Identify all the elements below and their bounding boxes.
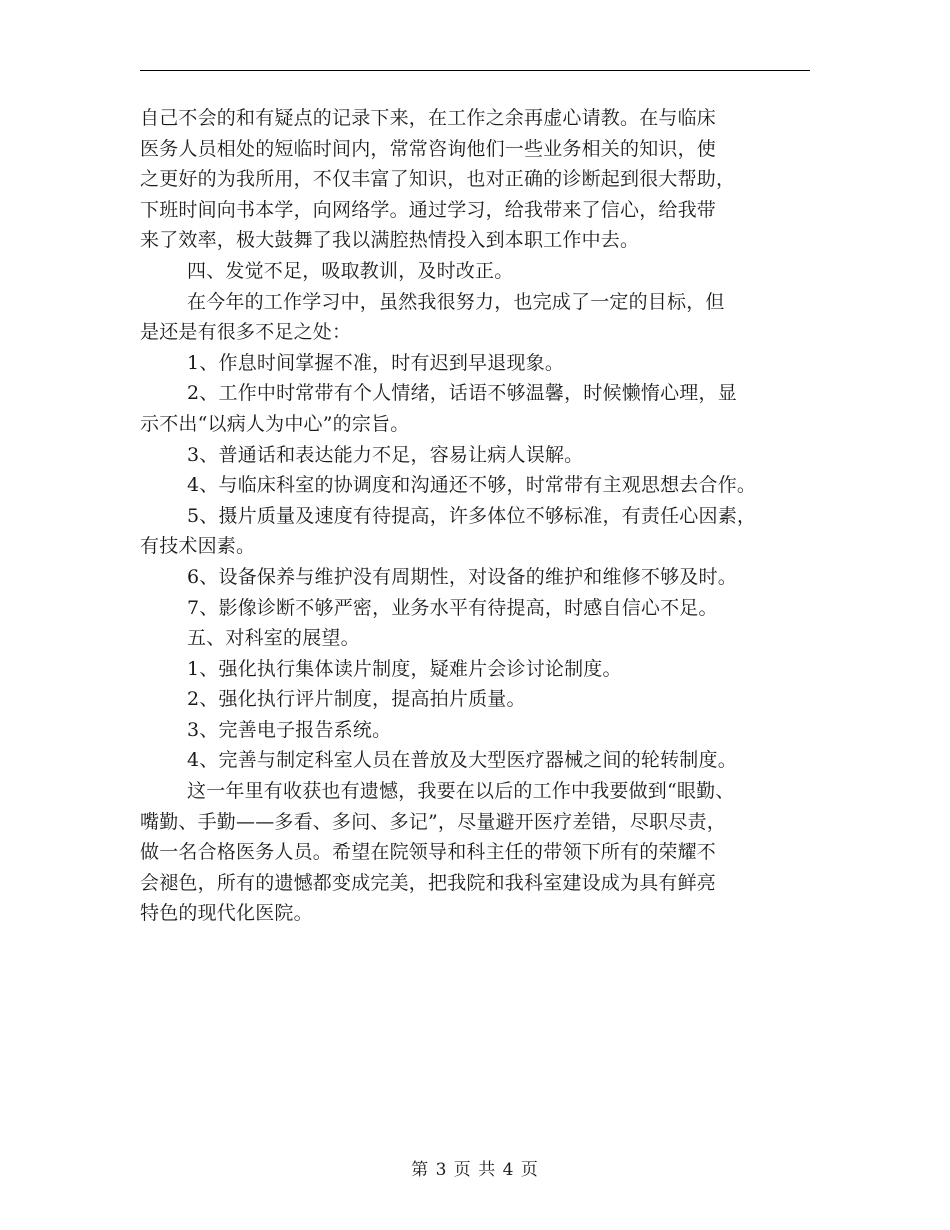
paragraph-line: 会褪色，所有的遗憾都变成完美，把我院和我科室建设成为具有鲜亮 [140, 871, 717, 894]
list-item: 1、作息时间掌握不准，时有迟到早退现象。 [187, 351, 565, 374]
list-item: 4、完善与制定科室人员在普放及大型医疗器械之间的轮转制度。 [187, 749, 737, 772]
paragraph-line: 嘴勤、手勤——多看、多问、多记”，尽量避开医疗差错，尽职尽责， [140, 810, 726, 833]
list-item: 3、完善电子报告系统。 [187, 718, 392, 741]
page-number-footer: 第 3 页 共 4 页 [411, 1160, 539, 1180]
paragraph-line: 自己不会的和有疑点的记录下来，在工作之余再虚心请教。在与临床 [140, 107, 717, 129]
paragraph-line: 这一年里有收获也有遗憾，我要在以后的工作中我要做到“眼勤、 [187, 780, 735, 803]
paragraph-line: 做一名合格医务人员。希望在院领导和科主任的带领下所有的荣耀不 [140, 841, 717, 864]
list-item: 6、设备保养与维护没有周期性，对设备的维护和维修不够及时。 [187, 565, 737, 588]
paragraph-line: 医务人员相处的短临时间内，常常咨询他们一些业务相关的知识，使 [140, 137, 717, 160]
paragraph-line: 来了效率，极大鼓舞了我以满腔热情投入到本职工作中去。 [140, 229, 640, 252]
list-item: 1、强化执行集体读片制度，疑难片会诊讨论制度。 [187, 657, 622, 680]
list-item-continuation: 有技术因素。 [140, 535, 256, 558]
list-item-continuation: 示不出“以病人为中心”的宗旨。 [140, 412, 410, 435]
list-item: 2、强化执行评片制度，提高拍片质量。 [187, 688, 526, 711]
list-item: 4、与临床科室的协调度和沟通还不够，时常带有主观思想去合作。 [187, 474, 757, 497]
section-heading: 五、对科室的展望。 [187, 627, 360, 650]
list-item: 7、影像诊断不够严密，业务水平有待提高，时感自信心不足。 [187, 596, 718, 619]
list-item: 2、工作中时常带有个人情绪，话语不够温馨，时候懒惰心理，显 [187, 382, 737, 405]
paragraph-line: 下班时间向书本学，向网络学。通过学习，给我带来了信心，给我带 [140, 198, 717, 221]
document-body [140, 103, 820, 929]
list-item: 3、普通话和表达能力不足，容易让病人误解。 [187, 443, 584, 466]
list-item: 5、摄片质量及速度有待提高，许多体位不够标准，有责任心因素， [187, 504, 757, 527]
section-heading: 四、发觉不足，吸取教训，及时改正。 [187, 259, 514, 282]
paragraph-line: 在今年的工作学习中，虽然我很努力，也完成了一定的目标，但 [187, 290, 725, 313]
paragraph-line: 之更好的为我所用，不仅丰富了知识，也对正确的诊断起到很大帮助， [140, 168, 736, 191]
header-rule [140, 70, 810, 71]
paragraph-line: 是还是有很多不足之处： [140, 321, 352, 344]
paragraph-line: 特色的现代化医院。 [140, 902, 313, 925]
